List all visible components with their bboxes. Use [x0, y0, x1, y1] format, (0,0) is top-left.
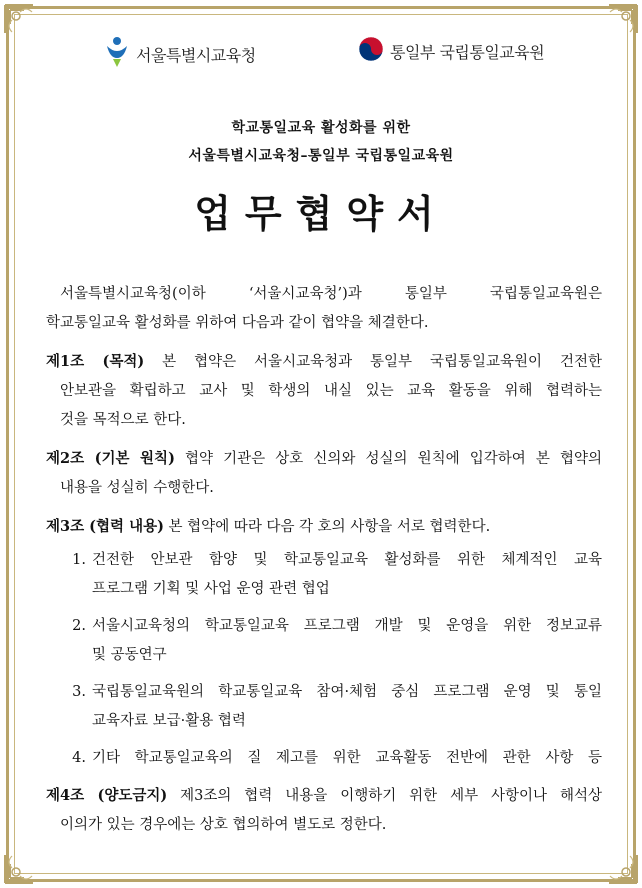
- corner-ornament-icon: [606, 2, 640, 36]
- article-title: 제3조 (협력 내용): [46, 518, 164, 535]
- intro-paragraph: [46, 280, 602, 338]
- list-item-text: 및 공동연구: [92, 647, 167, 663]
- article-title: 제4조 (양도금지): [46, 787, 168, 804]
- list-item-number: 4.: [72, 750, 86, 766]
- unification-institute-logo-text: 통일부 국립통일교육원: [390, 42, 545, 62]
- article-text: 내용을 성실히 수행한다.: [60, 480, 214, 496]
- subtitle-line2: 서울특별시교육청–통일부 국립통일교육원: [188, 148, 454, 164]
- list-item-text: 서울시교육청의 학교통일교육 프로그램 개발 및 운영을 위한 정보교류: [92, 618, 602, 634]
- article-text: 안보관을 확립하고 교사 및 학생의 내실 있는 교육 활동을 위해 협력하는: [60, 383, 602, 399]
- article-text: 본 협약에 따라 다음 각 호의 사항을 서로 협력한다.: [163, 519, 491, 535]
- list-item: [46, 612, 602, 670]
- list-item-number: 3.: [72, 684, 86, 700]
- list-item-text: 교육자료 보급·활용 협력: [92, 713, 246, 729]
- corner-ornament-icon: [2, 852, 36, 886]
- page-title: 업무협약서: [194, 191, 448, 236]
- list-item: [46, 744, 602, 773]
- list-item-number: 2.: [72, 618, 86, 634]
- article-text: 본 협약은 서울시교육청과 통일부 국립통일교육원이 건전한: [144, 354, 603, 370]
- article-title: 제1조 (목적): [46, 353, 145, 370]
- list-item: [46, 546, 602, 604]
- unification-institute-logo: [358, 36, 544, 66]
- article-text: 것을 목적으로 한다.: [60, 412, 186, 428]
- article-first-line: [46, 512, 602, 542]
- article-2: [46, 444, 602, 503]
- intro-line: 서울특별시교육청(이하 ‘서울시교육청’)과 통일부 국립통일교육원은: [60, 286, 602, 302]
- article-first-line: [46, 347, 602, 377]
- article-1: [46, 347, 602, 435]
- taegeuk-emblem-icon: [358, 36, 384, 66]
- intro-line: 학교통일교육 활성화를 위하여 다음과 같이 협약을 체결한다.: [46, 315, 429, 331]
- article-text: 협약 기관은 상호 신의와 성실의 원칙에 입각하여 본 협약의: [174, 451, 602, 467]
- article-title: 제2조 (기본 원칙): [46, 450, 175, 467]
- list-item-text: 건전한 안보관 함양 및 학교통일교육 활성화를 위한 체계적인 교육: [92, 552, 602, 568]
- seoul-education-logo-icon: [104, 36, 130, 72]
- article-text: 제3조의 협력 내용을 이행하기 위한 세부 사항이나 해석상: [167, 788, 602, 804]
- corner-ornament-icon: [606, 852, 640, 886]
- corner-ornament-icon: [2, 2, 36, 36]
- list-item: [46, 678, 602, 736]
- cooperation-items-list: [46, 546, 602, 773]
- article-first-line: [46, 444, 602, 474]
- article-3: [46, 512, 602, 773]
- seoul-education-logo: [104, 36, 256, 72]
- article-text: 이의가 있는 경우에는 상호 협의하여 별도로 정한다.: [60, 817, 387, 833]
- list-item-number: 1.: [72, 552, 86, 568]
- article-4: [46, 781, 602, 840]
- subtitle-line1: 학교통일교육 활성화를 위한: [231, 120, 411, 136]
- list-item-text: 기타 학교통일교육의 질 제고를 위한 교육활동 전반에 관한 사항 등: [92, 750, 602, 766]
- agreement-body: [46, 280, 602, 840]
- list-item-text: 프로그램 기획 및 사업 운영 관련 협업: [92, 581, 330, 597]
- article-first-line: [46, 781, 602, 811]
- seoul-education-logo-text: 서울특별시교육청: [136, 45, 256, 65]
- list-item-text: 국립통일교육원의 학교통일교육 참여·체험 중심 프로그램 운영 및 통일: [92, 684, 602, 700]
